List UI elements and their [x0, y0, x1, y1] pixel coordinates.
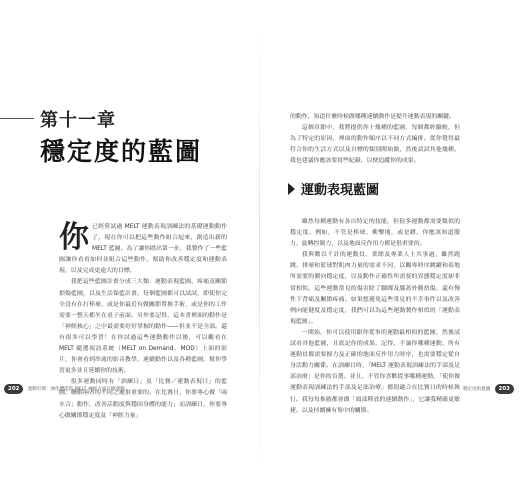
left-footer	[4, 384, 129, 394]
paragraph: 一開始，你可以使用跟你從事的運動最相似的藍圖，然後試試看其他藍圖，且底記你的成果。記得，不論你哪種運動，所有運動員都需要握力及正確的地面反作用力時序，也需要穩定從自身活動力關係。在訓練日時，「MELT 運動表現訓練法的手部及足部治療」是你的首選。並且，不管你喜歡從事哪種運動，「使你做運動表現訓練法的手部及足部治療」都很適合在比賽日的時候執行。我每每推薦都會做「頭部釋放的連續動作」，它讓我精確更敏捷。以及持續擁有集中的關節。	[290, 329, 460, 414]
right-body-text-top	[290, 112, 460, 167]
paragraph: 我與數以千計的運動員、業餘及專業人士共事過，雖然跑跳、排球和籃球對肌肉力量的需求不同，以觀專時序跳躍和着地所需要的側向穩定度，以及動作正確性所需要的異態穩定度卻非常相似。這些運動常見的傷害除了腳踝及膝蓋外側扭傷，還有慢性下背痛及關節疼痛。如果想避免這些常見的不幸事件以及改善例向能健度及穩定度，我們可以為這些運動製作相似的「運動表現藍圖」。	[290, 252, 460, 325]
opening-paragraph	[59, 222, 227, 277]
paragraph: 這個章節中，我將提供你十幾種的藍圖，每個都經驗較，但為了特定的原因，裡面的動作順序以不同方式編排。從你覺得最符合你的生活方式以及自標的類別開始做，然後試試其他幾種。我也建議你應該要寫些紀錄，以便追蹤你的成果。	[290, 125, 460, 165]
right-body-text-bottom	[290, 217, 460, 417]
running-head: 穩定度的藍圖	[462, 387, 491, 392]
paragraph: 很多運動同時有「訓練日」及「比賽／運動表現日」的藍圖，聯解兩者的不同之處很重要的。在比賽日，你要專心做「兩水合」動作，改善活動度與穩固身體的能力；而訓練日，你要專心做關節穩定度及「神經力量」	[59, 379, 227, 419]
page-number: 202	[4, 384, 23, 394]
paragraph: 雖然每種運動有各自特定的技能，但很多運動都需要類似的穩定度、例如，不管是棒球、衝擊地，或是蹲，你應該知道腹力、旋轉控制力，以及地面反作用力都是很重要的。	[290, 219, 460, 248]
section-heading-text: 運動表現藍圖	[301, 183, 380, 198]
chapter-title: 穩定度的藍圖	[40, 137, 203, 166]
paragraph: 的動作，知道什麼時候做哪種連續動作是提升運動表現的關鍵。	[290, 114, 455, 120]
drop-cap: 你	[59, 220, 89, 255]
right-footer	[459, 384, 514, 394]
page-number: 203	[495, 384, 514, 394]
section-heading	[288, 179, 379, 198]
chapter-label: 第十一章	[40, 110, 116, 131]
paragraph: 我把這些藍圖計畫分成三大類：運動表現藍圖、疼痛及關節損傷藍圖，以及生活保藍計畫。每個藍圖都可以試試，即使你完全沒有在打棒球，或是你最近有做關節置換手術，或是你的工作需要一整天都坐在桌子前面。另外要記得，這本書裡面的動作是「神經核心」之中最需要好好掌握的動作——但並不是全部。還有很多可以學習！在你試過這些運動動作以後，可以觀看在 MELT 隨選視訊系統（MELT on Demand，MOD）上面的影片，你會看到串流的影音教學，連續動作以及各種藍圖，幫你學習更多並且延續你的技術。	[59, 279, 227, 375]
triangle-marker-icon	[288, 183, 295, 195]
paragraph-text: 已經嘗試過 MELT 運動表現訓練法的基礎運動動作了，現在你可以把這些動作組合起來，創造出新的 MELT 藍圖。為了讓你踏出第一步，我製作了一些藍圖讓你看看如何並組合這些動作，幫助你改善穩定度和運動表現，以及完成更遠大的目標。	[59, 224, 227, 275]
chapter-rule	[0, 118, 34, 119]
right-page	[260, 0, 520, 500]
running-head: 運動有理：強化體能的 MELT 神經力量自療運動	[27, 387, 125, 392]
